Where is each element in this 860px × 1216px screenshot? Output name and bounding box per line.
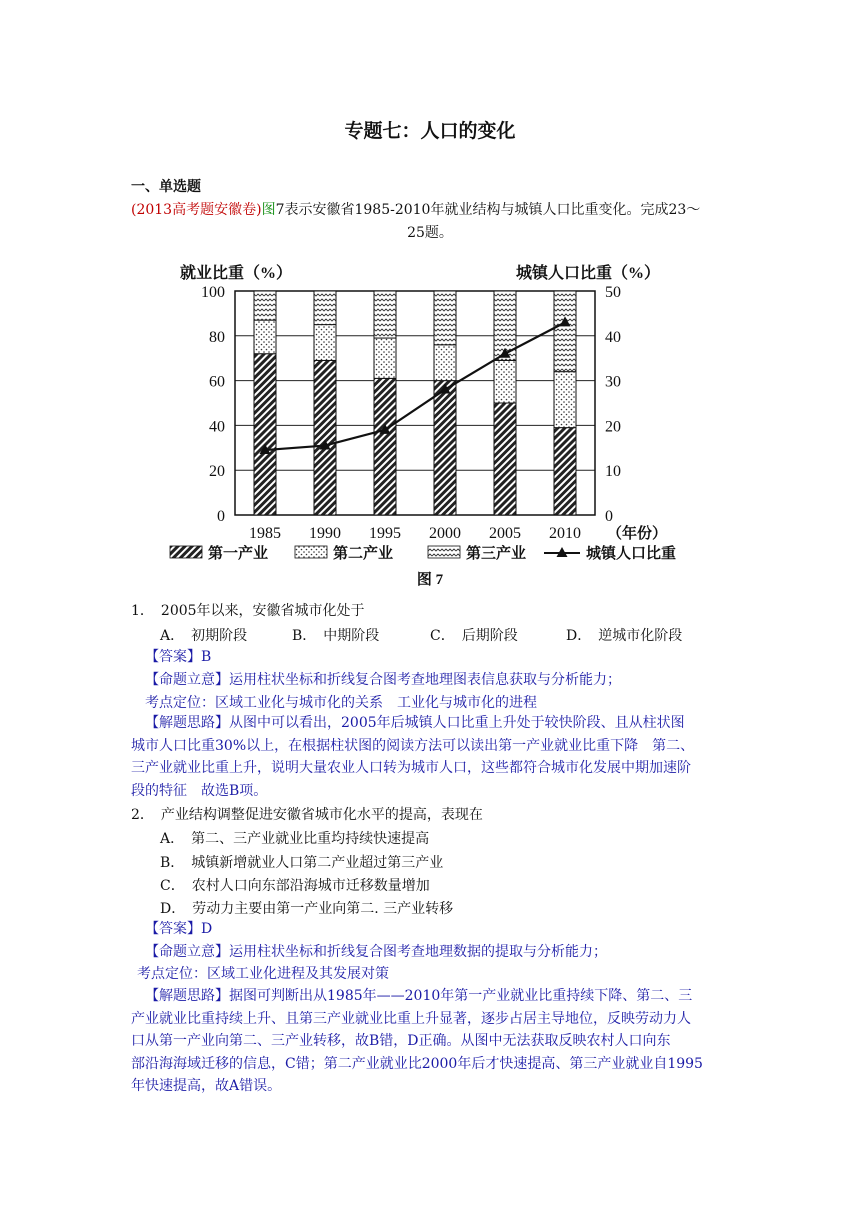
q1-point: 考点定位：区域工业化与城市化的关系 工业化与城市化的进程 xyxy=(145,695,537,711)
right-axis-title: 城镇人口比重（%） xyxy=(516,265,661,282)
q1-analysis xyxy=(131,712,731,802)
legend-label: 第一产业 xyxy=(208,546,269,562)
right-tick-label: 50 xyxy=(605,284,621,301)
x-tick-label: 2010 xyxy=(549,525,581,542)
bar-tertiary xyxy=(554,291,576,372)
legend-swatch xyxy=(170,546,202,558)
q2-analysis-line: 【解题思路】据图可判断出从1985年——2010年第一产业就业比重持续下降、第二、三 xyxy=(145,988,693,1004)
q1-intent: 【命题立意】运用柱状坐标和折线复合图考查地理图表信息获取与分析能力； xyxy=(145,672,621,688)
left-tick-label: 20 xyxy=(209,463,225,481)
q2-analysis-line: 部沿海海域迁移的信息，C错；第二产业就业比2000年后才快速提高、第三产业就业自1995 xyxy=(131,1055,703,1072)
q2-analysis-line: 年快速提高，故A错误。 xyxy=(131,1078,282,1094)
bar-tertiary xyxy=(434,291,456,345)
q1-analysis-line: 城市人口比重30%以上，在根据柱状图的阅读方法可以读出第一产业就业比重下降 第二、 xyxy=(131,737,695,754)
bar-secondary xyxy=(494,360,516,403)
intro-line-2: 25题。 xyxy=(407,225,453,241)
q1-analysis-line: 段的特征 故选B项。 xyxy=(131,782,268,799)
left-axis-title: 就业比重（%） xyxy=(180,265,293,282)
bar-secondary xyxy=(374,338,396,378)
q1-option-b[interactable]: B． 中期阶段 xyxy=(292,628,380,644)
right-tick-label: 20 xyxy=(605,418,621,436)
right-tick-label: 0 xyxy=(605,508,613,525)
bar-secondary xyxy=(554,372,576,428)
bar-tertiary xyxy=(254,291,276,320)
q2-option-a[interactable]: A． 第二、三产业就业比重均持续快速提高 xyxy=(160,831,430,847)
right-tick-label: 10 xyxy=(605,463,621,481)
bar-secondary xyxy=(254,320,276,354)
q2-intent: 【命题立意】运用柱状坐标和折线复合图考查地理数据的提取与分析能力； xyxy=(145,944,607,960)
bar-primary xyxy=(374,378,396,515)
q2-analysis xyxy=(131,985,731,1098)
q1-analysis-line: 【解题思路】从图中可以看出，2005年后城镇人口比重上升处于较快阶段、且从柱状图 xyxy=(145,715,685,731)
q2-stem: 2． 产业结构调整促进安徽省城市化水平的提高，表现在 xyxy=(131,807,483,823)
x-axis-label: （年份） xyxy=(607,526,668,542)
q2-option-d[interactable]: D． 劳动力主要由第一产业向第二. 三产业转移 xyxy=(160,901,454,917)
q1-option-d[interactable]: D． 逆城市化阶段 xyxy=(566,628,683,644)
q1-option-a[interactable]: A． 初期阶段 xyxy=(160,628,248,644)
page-title: 专题七：人口的变化 xyxy=(344,120,516,142)
q1-stem: 1． 2005年以来，安徽省城市化处于 xyxy=(131,603,365,619)
bar-primary xyxy=(314,360,336,515)
intro-text: 7表示安徽省1985-2010年就业结构与城镇人口比重变化。完成23～ xyxy=(275,202,701,218)
bar-primary xyxy=(554,428,576,515)
q2-answer: 【答案】D xyxy=(145,921,213,937)
source-label: (2013高考题安徽卷) xyxy=(131,202,262,218)
legend-label: 第三产业 xyxy=(466,546,527,562)
left-tick-label: 40 xyxy=(209,418,225,436)
x-tick-label: 1990 xyxy=(309,525,341,542)
legend-label: 城镇人口比重 xyxy=(586,546,677,562)
x-tick-label: 1985 xyxy=(249,525,281,542)
x-tick-label: 2000 xyxy=(429,525,461,542)
figure-caption: 图 7 xyxy=(416,572,444,588)
bar-tertiary xyxy=(374,291,396,338)
left-tick-label: 100 xyxy=(201,284,225,301)
bar-secondary xyxy=(314,325,336,361)
section-heading: 一、单选题 xyxy=(131,179,201,195)
bar-primary xyxy=(434,381,456,515)
right-tick-label: 30 xyxy=(605,373,621,391)
q2-point: 考点定位：区域工业化进程及其发展对策 xyxy=(137,966,389,982)
q1-analysis-line: 三产业就业比重上升，说明大量农业人口转为城市人口，这些都符合城市化发展中期加速阶 xyxy=(131,760,691,776)
plot-frame xyxy=(235,291,595,515)
right-tick-label: 40 xyxy=(605,328,621,346)
q2-analysis-line: 口从第一产业向第二、三产业转移，故B错，D正确。从图中无法获取反映农村人口向东 xyxy=(131,1033,671,1049)
urban-population-line xyxy=(265,322,565,450)
bar-primary xyxy=(494,403,516,515)
employment-urbanization-chart xyxy=(160,258,715,593)
x-tick-label: 2005 xyxy=(489,525,521,542)
left-tick-label: 60 xyxy=(209,373,225,391)
q2-analysis-line: 产业就业比重持续上升、且第三产业就业比重上升显著，逐步占居主导地位，反映劳动力人 xyxy=(131,1010,691,1027)
bar-primary xyxy=(254,354,276,515)
figure-link[interactable]: 图 xyxy=(261,202,276,218)
left-tick-label: 80 xyxy=(209,328,225,346)
q1-option-c[interactable]: C． 后期阶段 xyxy=(430,628,518,644)
q2-option-b[interactable]: B． 城镇新增就业人口第二产业超过第三产业 xyxy=(160,855,444,871)
q1-answer: 【答案】B xyxy=(145,649,212,665)
legend-swatch xyxy=(428,546,460,558)
intro-line xyxy=(131,199,700,219)
legend-swatch xyxy=(295,546,327,558)
bar-secondary xyxy=(434,345,456,381)
x-tick-label: 1995 xyxy=(369,525,401,542)
legend-label: 第二产业 xyxy=(333,546,394,562)
left-tick-label: 0 xyxy=(217,508,225,525)
bar-tertiary xyxy=(314,291,336,325)
q2-option-c[interactable]: C． 农村人口向东部沿海城市迁移数量增加 xyxy=(160,878,430,894)
